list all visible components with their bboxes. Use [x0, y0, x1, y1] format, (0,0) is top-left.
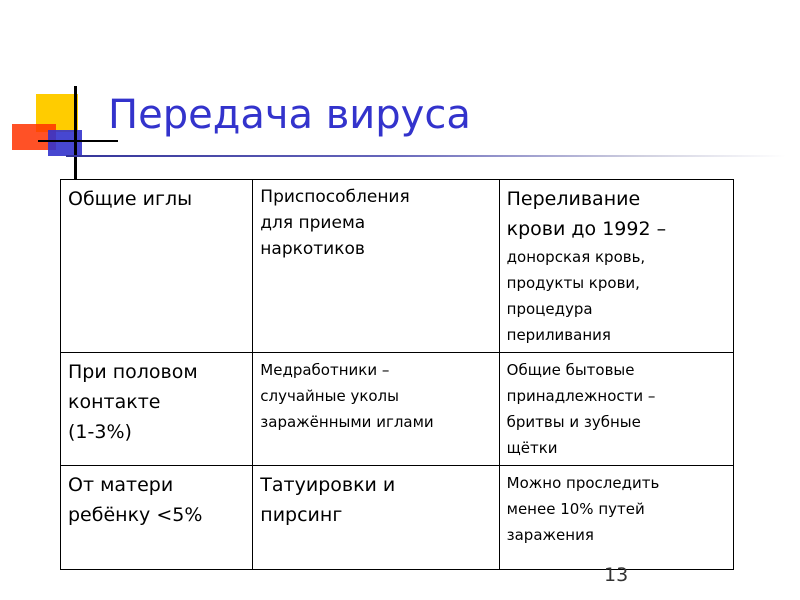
table-cell: [499, 180, 733, 353]
cell-line: пирсинг: [260, 504, 343, 526]
cell-line: щётки: [506, 439, 558, 457]
cell-line: процедура: [506, 300, 593, 318]
cell-line: принадлежности –: [506, 387, 656, 405]
table-cell: [61, 180, 253, 353]
cell-line: Можно проследить: [506, 474, 660, 492]
logo-vertical-line: [74, 86, 77, 182]
cell-line: Общие бытовые: [506, 361, 635, 379]
slide-title: Передача вируса: [108, 92, 471, 138]
cell-line: ребёнку <5%: [68, 504, 203, 526]
cell-line: От матери: [68, 474, 174, 496]
cell-line: продукты крови,: [506, 274, 640, 292]
cell-line: наркотиков: [260, 239, 365, 259]
cell-line: Переливание: [506, 188, 641, 210]
page-number: 13: [604, 564, 629, 586]
cell-line: для приема: [260, 213, 366, 233]
slide-logo-decoration: [8, 82, 118, 182]
table-row: [61, 180, 734, 353]
table-row: [61, 466, 734, 570]
cell-line: заражёнными иглами: [260, 413, 434, 431]
cell-line: крови до 1992 –: [506, 218, 667, 240]
table-cell: [61, 353, 253, 466]
transmission-table: [60, 179, 734, 570]
table-cell: [253, 466, 499, 570]
logo-horizontal-line: [38, 140, 118, 142]
table-cell: [499, 353, 733, 466]
cell-line: донорская кровь,: [506, 248, 646, 266]
cell-line: бритвы и зубные: [506, 413, 641, 431]
cell-line: контакте: [68, 391, 161, 413]
title-underline: [66, 155, 786, 157]
table-cell: [61, 466, 253, 570]
cell-line: Приспособления: [260, 187, 410, 207]
cell-line: менее 10% путей: [506, 500, 645, 518]
cell-line: Общие иглы: [68, 188, 193, 210]
cell-line: заражения: [506, 526, 594, 544]
cell-line: периливания: [506, 326, 611, 344]
cell-line: При половом: [68, 361, 198, 383]
cell-line: случайные уколы: [260, 387, 399, 405]
cell-line: Медработники –: [260, 361, 390, 379]
cell-line: Татуировки и: [260, 474, 396, 496]
table-cell: [253, 353, 499, 466]
table-cell: [253, 180, 499, 353]
table-cell: [499, 466, 733, 570]
table-row: [61, 353, 734, 466]
cell-line: (1-3%): [68, 421, 132, 443]
